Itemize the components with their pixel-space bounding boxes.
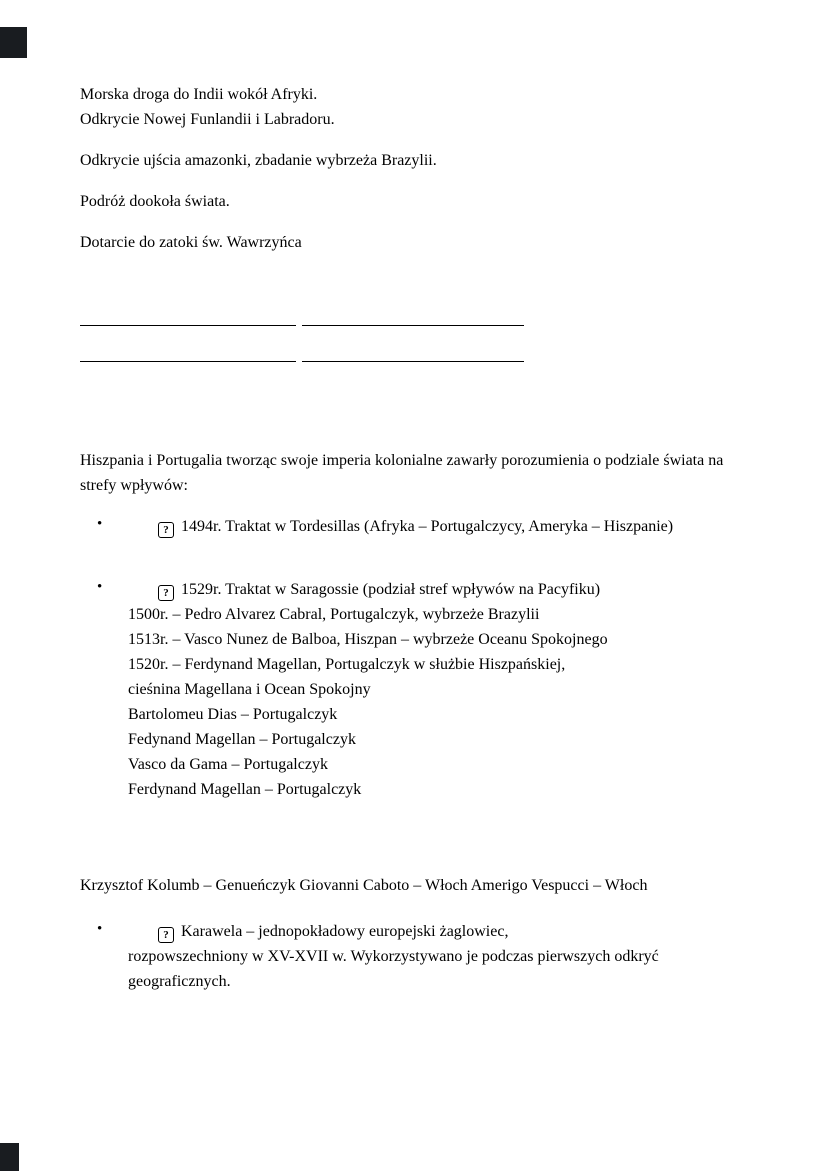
paragraph-explorers: Krzysztof Kolumb – Genueńczyk Giovanni Caboto – Włoch Amerigo Vespucci – Włoch (80, 877, 648, 894)
missing-glyph-icon: ? (158, 585, 174, 601)
paragraph-wawrzynca: Dotarcie do zatoki św. Wawrzyńca (80, 234, 302, 251)
explorer-line: Vasco da Gama – Portugalczyk (128, 756, 328, 773)
explorer-line: 1513r. – Vasco Nunez de Balboa, Hiszpan – wybrzeże Oceanu Spokojnego (128, 631, 608, 648)
fill-in-blank[interactable] (80, 296, 296, 326)
paragraph-amazonka: Odkrycie ujścia amazonki, zbadanie wybrzeża Brazylii. (80, 152, 437, 169)
bullet-dot-icon: • (97, 516, 103, 532)
explorer-line: 1520r. – Ferdynand Magellan, Portugalczyk w służbie Hiszpańskiej, (128, 656, 566, 673)
bullet-dot-icon: • (97, 579, 103, 595)
fill-in-blank[interactable] (80, 332, 296, 362)
intro-line-1: Morska droga do Indii wokół Afryki. (80, 86, 318, 103)
explorer-line: Fedynand Magellan – Portugalczyk (128, 731, 356, 748)
missing-glyph-icon: ? (158, 522, 174, 538)
explorer-line: Bartolomeu Dias – Portugalczyk (128, 706, 338, 723)
list-item-karawela (97, 919, 745, 994)
intro-paragraph (80, 82, 745, 132)
fill-in-blank[interactable] (302, 296, 524, 326)
treaties-heading: Hiszpania i Portugalia tworząc swoje imperia kolonialne zawarły porozumienia o podziale świata na strefy wpływów: (80, 452, 724, 494)
karawela-continuation: rozpowszechniony w XV-XVII w. Wykorzystywano je podczas pierwszych odkryć geograficznych. (128, 948, 659, 990)
missing-glyph-icon: ? (158, 927, 174, 943)
list-item-tordesillas (97, 514, 745, 539)
list-item-text: 1529r. Traktat w Saragossie (podział stref wpływów na Pacyfiku) (181, 581, 601, 598)
viewer-chrome-corner-bottom (0, 1143, 19, 1171)
explorer-line: 1500r. – Pedro Alvarez Cabral, Portugalczyk, wybrzeże Brazylii (128, 606, 540, 623)
explorer-line: Ferdynand Magellan – Portugalczyk (128, 781, 362, 798)
explorer-line: cieśnina Magellana i Ocean Spokojny (128, 681, 371, 698)
fill-in-blank[interactable] (302, 332, 524, 362)
bullet-dot-icon: • (97, 921, 103, 937)
blank-row-2 (80, 332, 745, 364)
intro-line-2: Odkrycie Nowej Funlandii i Labradoru. (80, 111, 335, 128)
list-item-text: Karawela – jednopokładowy europejski żaglowiec, (181, 923, 509, 940)
paragraph-podroz: Podróż dookoła świata. (80, 193, 230, 210)
viewer-chrome-corner-top (0, 27, 27, 58)
blank-row-1 (80, 296, 745, 328)
list-item-text: 1494r. Traktat w Tordesillas (Afryka – Portugalczycy, Ameryka – Hiszpanie) (181, 518, 674, 535)
list-item-saragossa (97, 577, 745, 802)
